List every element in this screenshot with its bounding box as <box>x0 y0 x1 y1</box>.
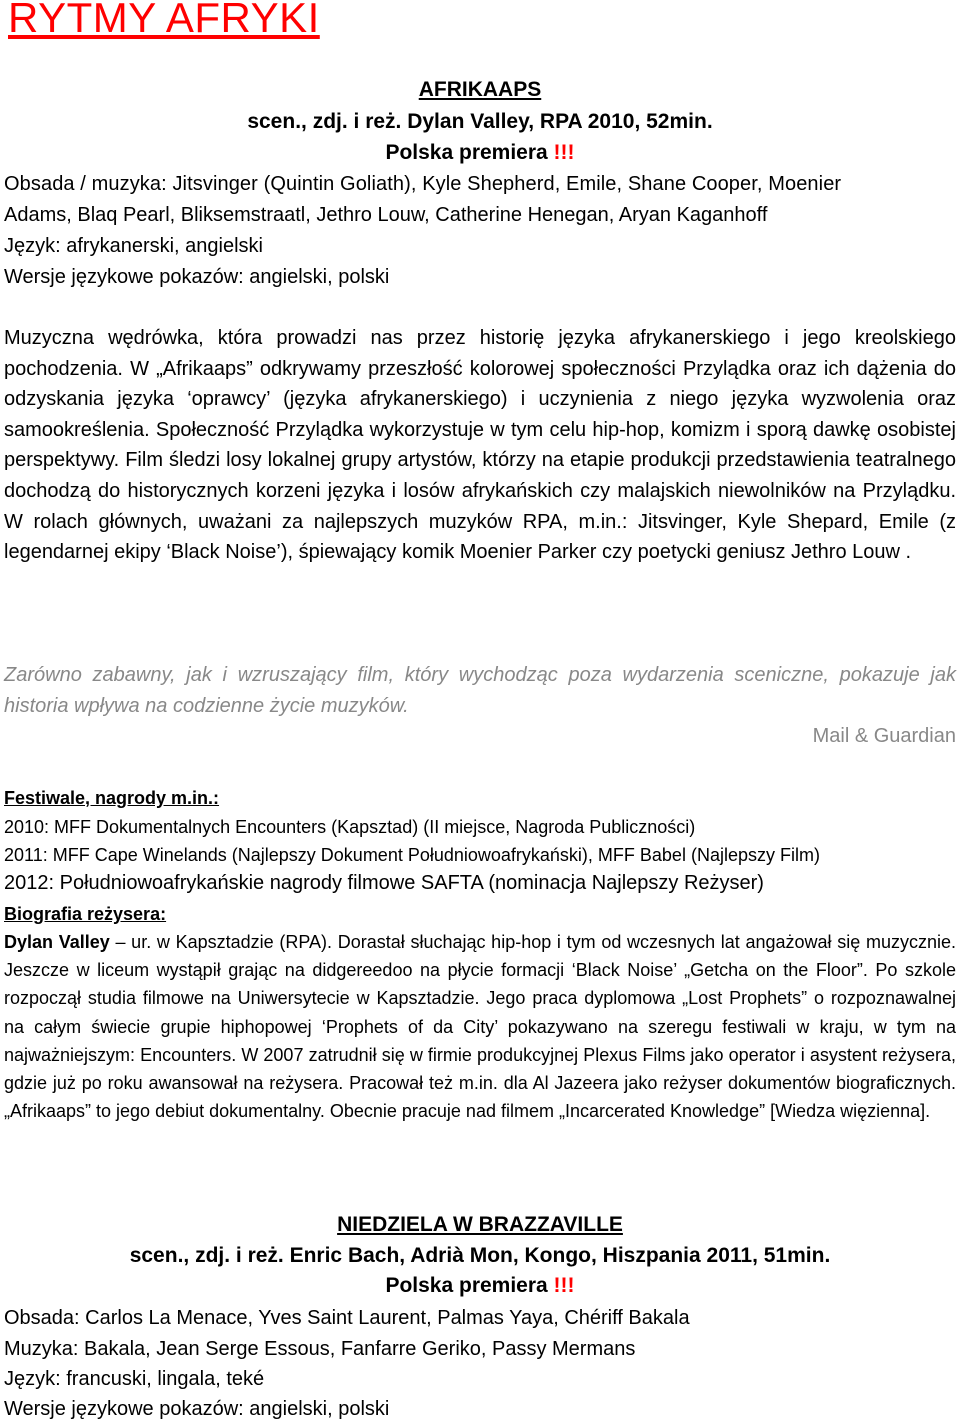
film-crew-2: scen., zdj. i reż. Enric Bach, Adrià Mon, Kongo, Hiszpania 2011, 51min. <box>129 1244 831 1267</box>
review-quote: Zarówno zabawny, jak i wzruszający film, który wychodząc poza wydarzenia sceniczne, pokazuje jak historia wpływa na codzienne życie muzyków. <box>4 664 956 717</box>
premiere-mark-2: !!! <box>553 1274 575 1297</box>
film-title-2: NIEDZIELA W BRAZZAVILLE <box>337 1213 623 1236</box>
premiere-label: Polska premiera <box>385 141 554 164</box>
film-title: AFRIKAAPS <box>418 78 542 101</box>
festivals-heading: Festiwale, nagrody m.in.: <box>4 788 220 808</box>
festival-item: 2010: MFF Dokumentalnych Encounters (Kapsztad) (II miejsce, Nagroda Publiczności) <box>4 817 696 837</box>
film-description: Muzyczna wędrówka, która prowadzi nas przez historię języka afrykanerskiego i jego kreolskiego pochodzenia. W „Afrikaaps” odkrywamy przeszłość kolorowej społeczności Przylądka oraz ich dążenia do odzyskania języka ‘oprawcy’ (języka afrykanerskiego) i uczynienia z niego języka wyzwolenia oraz samookreślenia. Społeczność Przylądka wykorzystuje w tym celu hip-hop, komizm i sporą dawkę osobistej perspektywy. Film śledzi losy lokalnej grupy artystów, którzy na etapie produkcji przedstawienia teatralnego dochodzą do historycznych korzeni języka i losów afrykańskich czy malajskich niewolników na Przylądku. W rolach głównych, uważani za najlepszych muzyków RPA, m.in.: Jitsvinger, Kyle Shepard, Emile (z legendarnej ekipy ‘Black Noise’), śpiewający komik Moenier Parker czy poetycki geniusz Jethro Louw . <box>4 327 956 564</box>
cast-line-film2: Obsada: Carlos La Menace, Yves Saint Laurent, Palmas Yaya, Chériff Bakala <box>4 1307 690 1329</box>
bio-text: – ur. w Kapsztadzie (RPA). Dorastał słuchając hip-hop i tym od wczesnych lat angażował się muzycznie. Jeszcze w liceum wystąpił grając na didgereedoo na płycie formacji ‘Black Noise’ „Getcha on the Floor”. Po szkole rozpoczął studia filmowe na Uniwersytecie w Kapsztadzie. Jego praca dyplomowa „Lost Prophets” o rozpoznawalnej na całym świecie grupie hiphopowej ‘Prophets of da City’ pokazywano na szeregu festiwali w kraju, w tym na najważniejszym: Encounters. W 2007 zatrudnił się w firmie produkcyjnej Plexus Films jako operator i asystent reżysera, gdzie już po roku awansował na reżysera. Pracował też m.in. dla Al Jazeera jako reżyser dokumentów biograficznych. „Afrikaaps” to jego debiut dokumentalny. Obecnie pracuje nad filmem „Incarcerated Knowledge” [Wiedza więzienna]. <box>4 932 956 1122</box>
language-line-film2: Język: francuski, lingala, teké <box>4 1368 265 1390</box>
quote-source: Mail & Guardian <box>812 725 956 747</box>
festival-item: 2012: Południowoafrykańskie nagrody filmowe SAFTA (nominacja Najlepszy Reżyser) <box>4 872 764 894</box>
premiere-label-2: Polska premiera <box>385 1274 554 1297</box>
versions-line-film2: Wersje językowe pokazów: angielski, polski <box>4 1398 390 1420</box>
premiere-mark: !!! <box>553 141 575 164</box>
director-bio <box>4 928 956 1125</box>
bio-heading: Biografia reżysera: <box>4 904 167 924</box>
director-name: Dylan Valley <box>4 932 110 952</box>
film-crew: scen., zdj. i reż. Dylan Valley, RPA 2010, 52min. <box>247 110 713 133</box>
festival-item: 2011: MFF Cape Winelands (Najlepszy Dokument Południowoafrykański), MFF Babel (Najlepszy Film) <box>4 845 820 865</box>
music-line-film2: Muzyka: Bakala, Jean Serge Essous, Fanfarre Geriko, Passy Mermans <box>4 1338 636 1360</box>
language-line: Język: afrykanerski, angielski <box>4 235 263 257</box>
cast-line-2: Adams, Blaq Pearl, Bliksemstraatl, Jethro Louw, Catherine Henegan, Aryan Kaganhoff <box>4 204 768 226</box>
cast-line: Obsada / muzyka: Jitsvinger (Quintin Goliath), Kyle Shepherd, Emile, Shane Cooper, Moenier <box>4 173 842 195</box>
page-title: RYTMY AFRYKI <box>8 0 320 41</box>
premiere-line <box>0 141 960 165</box>
versions-line: Wersje językowe pokazów: angielski, polski <box>4 266 390 288</box>
premiere-line-2 <box>0 1274 960 1298</box>
